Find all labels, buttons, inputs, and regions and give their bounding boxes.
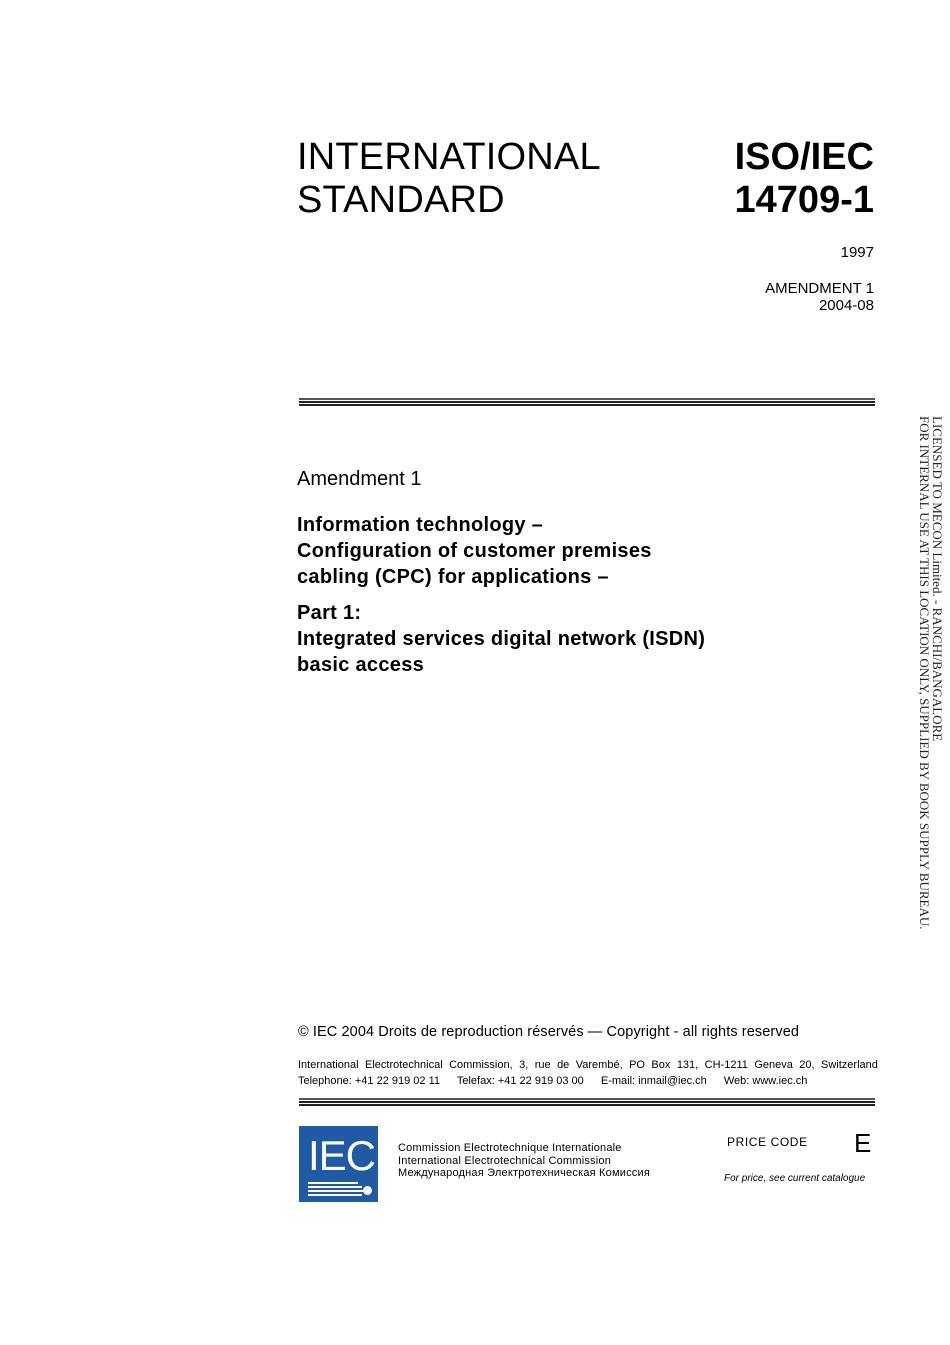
web-link[interactable]: Web: www.iec.ch: [723, 1075, 808, 1087]
license-watermark: [918, 416, 944, 929]
title-left-line-2: STANDARD: [297, 179, 505, 221]
amendment-number: AMENDMENT 1: [765, 280, 874, 297]
price-note: For price, see current catalogue: [724, 1173, 866, 1184]
commission-names: [398, 1142, 650, 1180]
part-line-1: Part 1:: [297, 602, 362, 624]
price-code-value: E: [854, 1128, 872, 1158]
bottom-divider: [299, 1098, 875, 1107]
standard-type-title: [297, 136, 601, 222]
title-line-1: Information technology –: [297, 514, 544, 536]
logo-dot-icon: [363, 1186, 372, 1195]
logo-bar-icon: [308, 1182, 358, 1184]
license-line-1: LICENSED TO MECON Limited. - RANCHI/BANGALORE: [930, 416, 945, 742]
telefax: Telefax: +41 22 919 03 00: [456, 1075, 584, 1087]
iec-logo-text: IEC: [308, 1132, 376, 1179]
logo-bar-icon: [308, 1194, 362, 1196]
edition-year: 1997: [840, 244, 874, 261]
logo-bar-icon: [308, 1190, 364, 1192]
part-line-3: basic access: [297, 654, 425, 676]
email-link[interactable]: E-mail: inmail@iec.ch: [600, 1075, 707, 1087]
document-title: [297, 512, 705, 678]
part-line-2: Integrated services digital network (ISDN): [297, 628, 706, 650]
license-line-2: FOR INTERNAL USE AT THIS LOCATION ONLY, SUPPLIED BY BOOK SUPPLY BUREAU.: [917, 416, 932, 930]
commission-name-fr: Commission Electrotechnique Internationale: [398, 1142, 622, 1154]
title-line-3: cabling (CPC) for applications –: [297, 566, 609, 588]
address-line: International Electrotechnical Commission, 3, rue de Varembé, PO Box 131, CH-1211 Geneva 20, Switzerland: [298, 1059, 878, 1071]
amendment-date: 2004-08: [818, 297, 874, 314]
title-line-2: Configuration of customer premises: [297, 540, 652, 562]
standard-org: ISO/IEC: [734, 136, 874, 178]
standard-number: [735, 136, 874, 222]
contact-line: [298, 1073, 878, 1089]
contact-address: [298, 1057, 878, 1089]
telephone: Telephone: +41 22 919 02 11: [298, 1075, 441, 1087]
price-code-label: PRICE CODE: [727, 1135, 808, 1149]
iec-logo: [299, 1126, 378, 1202]
commission-name-ru: Международная Электротехническая Комиссия: [398, 1167, 650, 1179]
title-left-line-1: INTERNATIONAL: [297, 136, 601, 178]
standard-id: 14709-1: [734, 179, 874, 221]
amendment-block: [765, 280, 874, 314]
copyright-notice: © IEC 2004 Droits de reproduction réservés — Copyright - all rights reserved: [298, 1024, 800, 1040]
top-divider: [299, 398, 875, 407]
amendment-label: Amendment 1: [297, 468, 422, 490]
logo-bar-icon: [308, 1186, 362, 1188]
commission-name-en: International Electrotechnical Commission: [398, 1154, 612, 1167]
